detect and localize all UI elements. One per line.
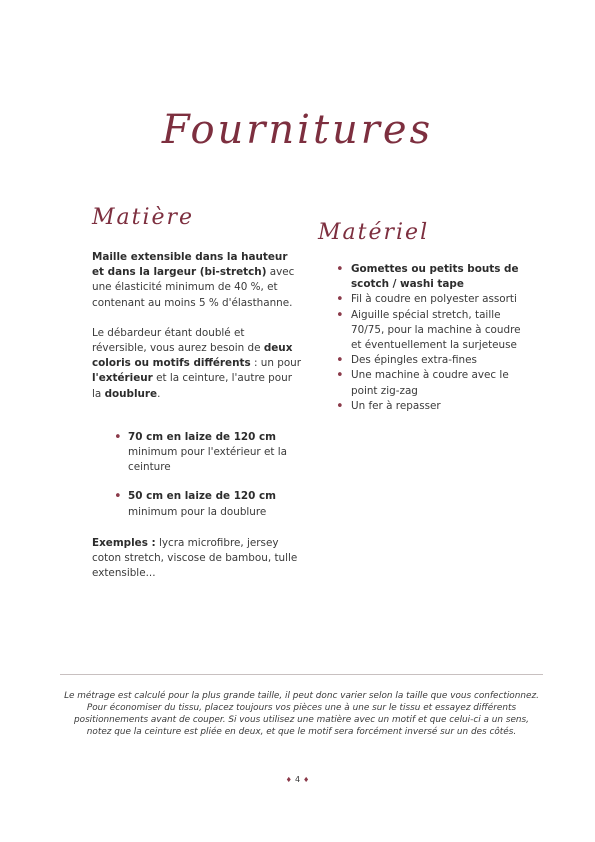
tool-item-text: Aiguille spécial stretch, taille 70/75, pour la machine à coudre et éventuellement la surjeteuse: [351, 308, 521, 352]
tool-item-text: Une machine à coudre avec le point zig-zag: [351, 369, 509, 397]
quantity-text: minimum pour l'extérieur et la ceinture: [128, 446, 288, 474]
tool-item-bold: Gomettes ou petits bouts de scotch / washi tape: [351, 263, 519, 291]
quantity-bold: 70 cm en laize de 120 cm: [128, 430, 276, 443]
tool-item-text: Des épingles extra-fines: [351, 354, 477, 367]
fabric-description-text: avec une élasticité minimum de 40 %, et contenant au moins 5 % d'élasthanne.: [92, 266, 295, 309]
lining-text-g: .: [157, 387, 161, 400]
lining-text-a: Le débardeur étant doublé et réversible, vous aurez besoin de: [92, 326, 264, 355]
lining-text-f: doublure: [104, 387, 158, 400]
fabric-quantity-list: [114, 430, 302, 520]
tool-item-text: Un fer à repasser: [351, 399, 441, 412]
examples-text: lycra microfibre, jersey coton stretch, viscose de bambou, tulle extensible...: [92, 536, 298, 580]
matiere-column: [92, 250, 302, 596]
materiel-column: [336, 262, 526, 414]
lining-text-e: et la ceinture, l'autre pour la: [92, 372, 292, 400]
list-item: [114, 489, 302, 519]
list-item: [336, 368, 526, 398]
divider: [60, 674, 543, 675]
quantity-bold: 50 cm en laize de 120 cm: [128, 490, 276, 503]
fabric-description: [92, 250, 302, 311]
lining-description: [92, 326, 302, 402]
list-item: [336, 308, 526, 354]
page-number: [0, 775, 595, 784]
list-item: [336, 399, 526, 414]
tools-list: [336, 262, 526, 414]
lining-text-c: : un pour: [250, 357, 302, 370]
page-number-value: 4: [294, 775, 301, 784]
fabric-description-bold: Maille extensible dans la hauteur et dans la largeur (bi-stretch): [92, 251, 288, 279]
section-heading-matiere: Matière: [92, 205, 195, 230]
examples-label: Exemples :: [92, 536, 156, 549]
list-item: [114, 430, 302, 476]
list-item: [336, 353, 526, 368]
lining-text-d: l'extérieur: [92, 372, 153, 385]
diamond-icon: ♦: [285, 776, 292, 784]
footnote: Le métrage est calculé pour la plus grande taille, il peut donc varier selon la taille que vous confectionnez. Pour économiser du tissu, placez toujours vos pièces une à une sur le tissu et essayez différents positionnements avant de couper. Si vous utilisez une matière avec un motif et que celui-ci a un sens, notez que la ceinture est pliée en deux, et que le motif sera forcément inversé sur un des côtés.: [64, 691, 539, 737]
quantity-text: minimum pour la doublure: [128, 505, 267, 518]
diamond-icon: ♦: [303, 776, 310, 784]
tool-item-text: Fil à coudre en polyester assorti: [351, 293, 517, 306]
list-item: [336, 262, 526, 292]
fabric-examples: [92, 536, 302, 582]
section-heading-materiel: Matériel: [318, 220, 430, 245]
lining-text-b: deux coloris ou motifs différents: [92, 342, 293, 370]
list-item: [336, 292, 526, 307]
page-title: Fournitures: [161, 106, 434, 153]
